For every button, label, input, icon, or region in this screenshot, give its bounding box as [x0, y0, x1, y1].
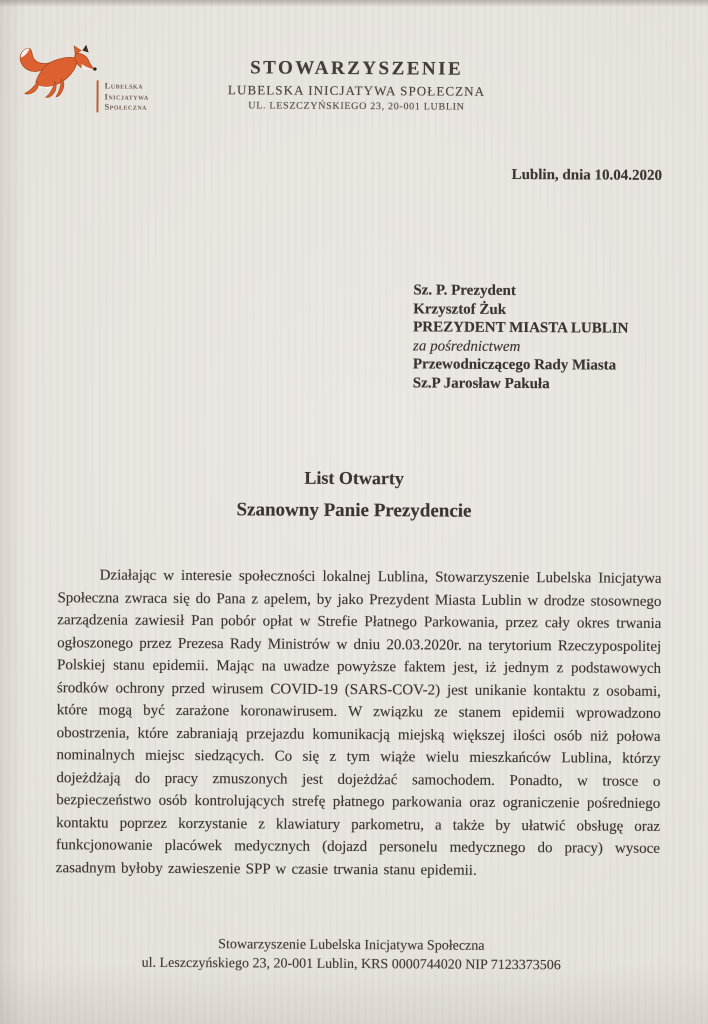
addressee-line: Sz.P Jarosław Pakuła: [412, 375, 550, 393]
footer-address-line: ul. Leszczyńskiego 23, 20-001 Lublin, KRS 0000744020 NIP 7123373506: [141, 955, 561, 974]
body-paragraph: Działając w interesie społeczności lokalnej Lublina, Stowarzyszenie Lubelska Inicjatywa Społeczna zwraca się do Pana z apelem, by jako Prezydent Miasta Lublin w drodze stosownego zarządzenia zawiesił Pan pobór opłat w Strefie Płatnego Parkowania, przez cały okres trwania ogłoszonego przez Prezesa Rady Ministrów w dniu 20.03.2020r. na terytorium Rzeczypospolitej Polskiej stanu epidemii. Mając na uwadze powyższe faktem jest, iż jednym z podstawowych środków ochrony przed wirusem COVID-19 (SARS-COV-2) jest unikanie kontaktu z osobami, które mogą być zarażone koronawirusem. W związku ze stanem epidemii wprowadzono obostrzenia, które zabraniają przejazdu komunikacją miejską większej ilości osób niż połowa nominalnych miejsc siedzących. Co się z tym wiąże wielu mieszkańców Lublina, którzy dojeżdżają do pracy zmuszonych jest dojeżdżać samochodem. Ponadto, w trosce o bezpieczeństwo osób kontrolujących strefę płatnego parkowania oraz ograniczenie pośredniego kontaktu poprzez korzystanie z klawiatury parkometru, a także by ułatwić obsługę oraz funkcjonowanie placówek medycznych (dojazd personelu medycznego do pracy) wysoce zasadnym byłoby zawieszenie SPP w czasie trwania stanu epidemii.: [55, 567, 662, 879]
logo-text-line: Społeczna: [104, 101, 148, 112]
letter-title: List Otwarty: [304, 467, 405, 489]
letter-footer: [0, 934, 705, 976]
addressee-block: [413, 281, 629, 394]
addressee-line: Krzysztof Żuk: [413, 300, 507, 318]
addressee-line: Przewodniczącego Rady Miasta: [412, 356, 617, 374]
logo-text-line: Lubelska: [104, 80, 143, 91]
org-name: STOWARZYSZENIE: [250, 57, 464, 80]
logo-text-line: Inicjatywa: [104, 90, 149, 102]
addressee-line: Sz. P. Prezydent: [413, 282, 516, 299]
salutation: Szanowny Panie Prezydencie: [236, 499, 472, 522]
footer-org-line: Stowarzyszenie Lubelska Inicjatywa Społeczna: [218, 937, 485, 954]
org-header-block: [2, 56, 708, 114]
org-address: UL. LESZCZYŃSKIEGO 23, 20-001 LUBLIN: [248, 100, 465, 113]
date-line: Lublin, dnia 10.04.2020: [511, 166, 663, 184]
org-subtitle: LUBELSKA INICJATYWA SPOŁECZNA: [227, 82, 486, 99]
addressee-line: za pośrednictwem: [412, 338, 521, 355]
addressee-line: PREZYDENT MIASTA LUBLIN: [413, 319, 629, 337]
letterhead: [3, 0, 708, 113]
